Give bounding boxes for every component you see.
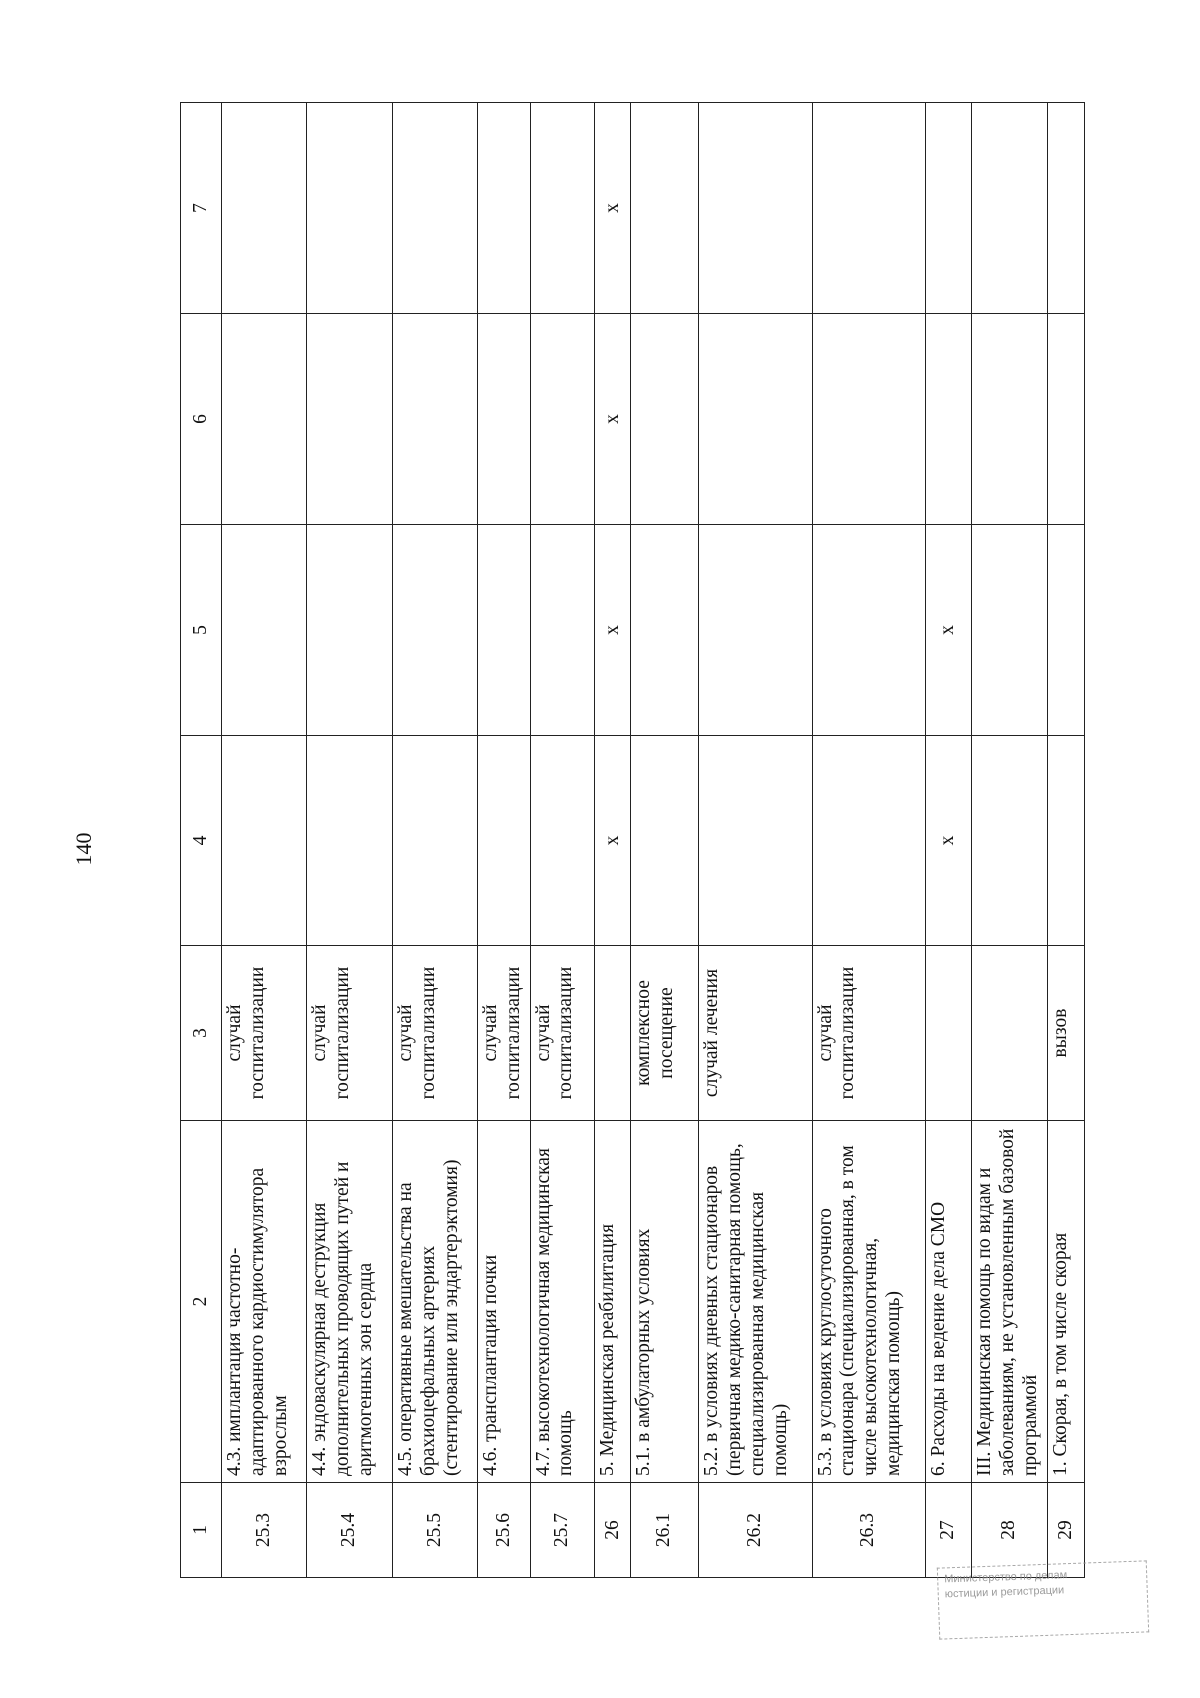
row-unit-cell: случай госпитализации [478,946,530,1121]
row-col7-cell: x [595,103,631,314]
row-col4-cell [478,736,530,946]
row-number-cell: 29 [1047,1483,1084,1578]
row-name-cell: 1. Скорая, в том числе скорая [1047,1121,1084,1483]
row-unit-cell: случай госпитализации [392,946,477,1121]
row-col5-cell [812,525,925,736]
row-col6-cell [530,314,595,525]
header-cell: 5 [181,525,222,736]
row-number-cell: 26.2 [699,1483,812,1578]
row-number-cell: 28 [972,1483,1048,1578]
row-unit-cell: случай госпитализации [307,946,392,1121]
row-name-cell: III. Медицинская помощь по видам и заболеваниям, не установленным базовой программой [972,1121,1048,1483]
row-col6-cell [631,314,699,525]
row-col7-cell [307,103,392,314]
row-col7-cell [530,103,595,314]
table-row [307,103,392,1578]
table-row [699,103,812,1578]
row-unit-cell: комплексное посещение [631,946,699,1121]
page-number: 140 [71,832,96,866]
row-number-cell: 26.1 [631,1483,699,1578]
row-unit-cell: вызов [1047,946,1084,1121]
table-row [1047,103,1084,1578]
row-col7-cell [392,103,477,314]
row-unit-cell [972,946,1048,1121]
row-col4-cell [1047,736,1084,946]
row-name-cell: 4.7. высокотехнологичная медицинская помощь [530,1121,595,1483]
row-col7-cell [1047,103,1084,314]
table-row [530,103,595,1578]
table-row [812,103,925,1578]
row-name-cell: 4.5. оперативные вмешательства на брахиоцефальных артериях (стентирование или эндартерэктомия) [392,1121,477,1483]
table-row [392,103,477,1578]
row-name-cell: 5.1. в амбулаторных условиях [631,1121,699,1483]
header-cell: 7 [181,103,222,314]
row-col7-cell [699,103,812,314]
table-container [180,103,1085,1578]
row-col4-cell [812,736,925,946]
stamp-line: Министерство по делам [944,1569,1068,1586]
row-col5-cell [1047,525,1084,736]
table-row [631,103,699,1578]
row-col5-cell [392,525,477,736]
table-row [595,103,631,1578]
row-col5-cell [699,525,812,736]
row-name-cell: 4.3. имплантация частотно-адаптированного кардиостимулятора взрослым [222,1121,307,1483]
row-col5-cell [222,525,307,736]
table-row [972,103,1048,1578]
header-cell: 6 [181,314,222,525]
row-name-cell: 4.4. эндоваскулярная деструкция дополнительных проводящих путей и аритмогенных зон сердца [307,1121,392,1483]
header-cell: 3 [181,946,222,1121]
registration-stamp [937,1560,1149,1639]
row-col5-cell [307,525,392,736]
row-col6-cell [812,314,925,525]
data-table [180,102,1085,1578]
row-name-cell: 6. Расходы на ведение дела СМО [925,1121,971,1483]
row-unit-cell [595,946,631,1121]
row-col6-cell [392,314,477,525]
row-col6-cell: x [595,314,631,525]
row-col5-cell: x [925,525,971,736]
table-row [925,103,971,1578]
row-col7-cell [972,103,1048,314]
row-number-cell: 26.3 [812,1483,925,1578]
row-name-cell: 5.2. в условиях дневных стационаров (первичная медико-санитарная помощь, специализированная медицинская помощь) [699,1121,812,1483]
row-col7-cell [222,103,307,314]
row-unit-cell: случай госпитализации [812,946,925,1121]
row-col7-cell [478,103,530,314]
row-col5-cell [631,525,699,736]
row-col5-cell [478,525,530,736]
row-unit-cell: случай госпитализации [530,946,595,1121]
row-name-cell: 4.6. трансплантация почки [478,1121,530,1483]
row-unit-cell: случай лечения [699,946,812,1121]
table-row [222,103,307,1578]
row-col6-cell [478,314,530,525]
row-col6-cell [307,314,392,525]
header-row [181,103,222,1578]
header-cell: 4 [181,736,222,946]
row-col5-cell [972,525,1048,736]
row-col7-cell [925,103,971,314]
row-number-cell: 26 [595,1483,631,1578]
row-unit-cell [925,946,971,1121]
row-col4-cell [307,736,392,946]
row-name-cell: 5. Медицинская реабилитация [595,1121,631,1483]
header-cell: 2 [181,1121,222,1483]
table-row [478,103,530,1578]
row-number-cell: 27 [925,1483,971,1578]
row-col6-cell [222,314,307,525]
header-cell: 1 [181,1483,222,1578]
row-col6-cell [972,314,1048,525]
row-col5-cell [530,525,595,736]
row-col6-cell [925,314,971,525]
row-col7-cell [812,103,925,314]
row-number-cell: 25.3 [222,1483,307,1578]
row-col7-cell [631,103,699,314]
row-col6-cell [699,314,812,525]
row-col4-cell [972,736,1048,946]
row-number-cell: 25.6 [478,1483,530,1578]
row-number-cell: 25.7 [530,1483,595,1578]
row-col4-cell [222,736,307,946]
row-col6-cell [1047,314,1084,525]
row-number-cell: 25.4 [307,1483,392,1578]
row-col4-cell: x [595,736,631,946]
stamp-line: юстиции и регистрации [944,1584,1065,1601]
row-col4-cell [530,736,595,946]
row-col4-cell [699,736,812,946]
row-unit-cell: случай госпитализации [222,946,307,1121]
row-number-cell: 25.5 [392,1483,477,1578]
row-col4-cell [392,736,477,946]
row-col5-cell: x [595,525,631,736]
row-name-cell: 5.3. в условиях круглосуточного стационара (специализированная, в том числе высокотехнологичная, медицинская помощь) [812,1121,925,1483]
row-col4-cell [631,736,699,946]
row-col4-cell: x [925,736,971,946]
